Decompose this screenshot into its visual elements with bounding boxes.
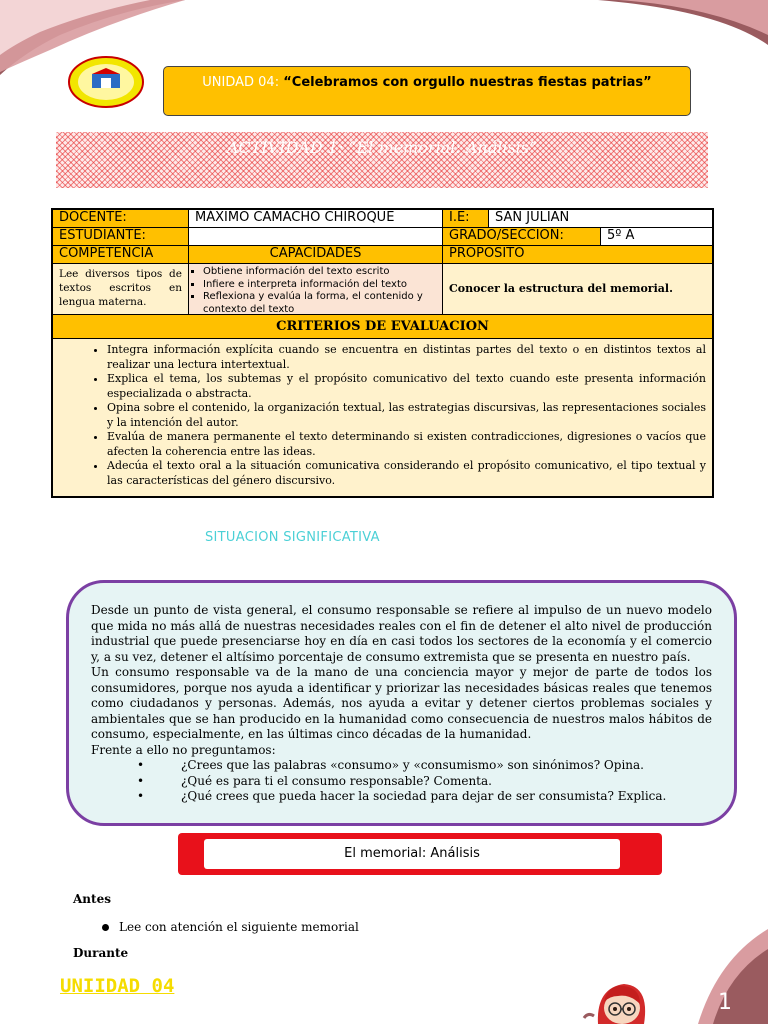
memorial-title: El memorial: Análisis bbox=[204, 839, 620, 869]
question-item: • ¿Qué crees que pueda hacer la sociedad para dejar de ser consumista? Explica. bbox=[137, 789, 712, 805]
page-number: 1 bbox=[718, 990, 732, 1015]
proposito-text: Conocer la estructura del memorial. bbox=[443, 264, 712, 314]
info-table bbox=[51, 208, 714, 498]
footer-unit: UNIIDAD 04 bbox=[60, 975, 175, 997]
unit-name: “Celebramos con orgullo nuestras fiestas patrias” bbox=[283, 75, 652, 90]
criterio-item: • Evalúa de manera permanente el texto determinando si existen contradicciones, digresiones o vacíos que afecten la coherencia entre las ideas. bbox=[107, 430, 706, 459]
grado-label: GRADO/SECCION: bbox=[443, 228, 601, 245]
criterios-title: CRITERIOS DE EVALUACION bbox=[276, 319, 489, 334]
capacidad-item: ▪ Infiere e interpreta información del texto bbox=[203, 279, 438, 292]
criterio-item: • Opina sobre el contenido, la organización textual, las estrategias discursivas, las representaciones sociales y la intención del autor. bbox=[107, 401, 706, 430]
criterio-item: • Integra información explícita cuando se encuentra en distintas partes del texto o en distintos textos al realizar una lectura intertextual. bbox=[107, 343, 706, 372]
antes-heading: Antes bbox=[73, 892, 111, 906]
estudiante-value bbox=[189, 228, 443, 245]
proposito-header: PROPOSITO bbox=[449, 246, 525, 261]
docente-label: DOCENTE: bbox=[53, 210, 189, 227]
capacidad-item: ▪ Reflexiona y evalúa la forma, el contenido y contexto del texto bbox=[203, 291, 438, 316]
durante-heading: Durante bbox=[73, 946, 129, 960]
capacidades-header: CAPACIDADES bbox=[189, 246, 443, 263]
criterio-item: • Adecúa el texto oral a la situación comunicativa considerando el propósito comunicativo, el tipo textual y las características del género discursivo. bbox=[107, 459, 706, 488]
docente-value: MÁXIMO CAMACHO CHIROQUE bbox=[189, 210, 443, 227]
competencia-header: COMPETENCIA bbox=[53, 246, 189, 263]
unit-label: UNIDAD 04: bbox=[202, 75, 280, 90]
ie-value: SAN JULIAN bbox=[495, 210, 570, 225]
school-logo bbox=[68, 56, 144, 108]
corner-decoration-top-right bbox=[598, 0, 768, 45]
capacidades-cell bbox=[189, 264, 443, 314]
situacion-paragraph: Desde un punto de vista general, el consumo responsable se refiere al impulso de un nuevo modelo que mida no más allá de nuestras necesidades reales con el fin de detener el alto nivel de producción industrial que puede presenciarse hoy en día en casi todos los sectores de la economía y el comercio y, a su vez, detener el altísimo porcentaje de consumo extremista que se presenta en nuestro país. bbox=[91, 603, 712, 664]
unit-title bbox=[164, 75, 690, 90]
memorial-banner bbox=[178, 833, 662, 875]
criterios-list bbox=[53, 339, 712, 496]
situacion-paragraph: Un consumo responsable va de la mano de una conciencia mayor y mejor de parte de todos los consumidores, porque nos ayuda a identificar y priorizar las necesidades básicas reales que tenemos como ciudadanos y personas. Además, nos ayuda a evitar y detener ciertos problemas sociales y ambientales que se han producido en la humanidad como consecuencia de nuestros malos hábitos de consumo, especialmente, en las últimas cinco décadas de la humanidad. bbox=[91, 665, 712, 741]
unit-header bbox=[163, 66, 691, 116]
corner-decoration-bottom-right bbox=[698, 929, 768, 1024]
ie-label: I.E: bbox=[443, 210, 489, 227]
estudiante-label: ESTUDIANTE: bbox=[53, 228, 189, 245]
situacion-title: SITUACION SIGNIFICATIVA bbox=[205, 530, 380, 545]
question-item: • ¿Crees que las palabras «consumo» y «consumismo» son sinónimos? Opina. bbox=[137, 758, 712, 774]
question-item: • ¿Qué es para ti el consumo responsable? Comenta. bbox=[137, 774, 712, 790]
competencia-text: Lee diversos tipos de textos escritos en lengua materna. bbox=[53, 264, 189, 314]
grado-value: 5º A bbox=[607, 228, 635, 243]
question-list bbox=[91, 758, 712, 805]
antes-item bbox=[102, 920, 359, 934]
bullet-icon bbox=[102, 924, 109, 931]
criterio-item: • Explica el tema, los subtemas y el propósito comunicativo del texto cuando este presenta información especializada o abstracta. bbox=[107, 372, 706, 401]
situacion-paragraph: Frente a ello no preguntamos: bbox=[91, 742, 276, 757]
activity-banner bbox=[56, 132, 708, 188]
activity-title: ACTIVIDAD 1: “El memorial: Análisis” bbox=[226, 138, 538, 157]
antes-item-text: Lee con atención el siguiente memorial bbox=[119, 920, 359, 934]
student-mascot-icon bbox=[578, 978, 658, 1024]
capacidades-list bbox=[189, 264, 442, 318]
capacidad-item: ▪ Obtiene información del texto escrito bbox=[203, 266, 438, 279]
situacion-box bbox=[66, 580, 737, 826]
